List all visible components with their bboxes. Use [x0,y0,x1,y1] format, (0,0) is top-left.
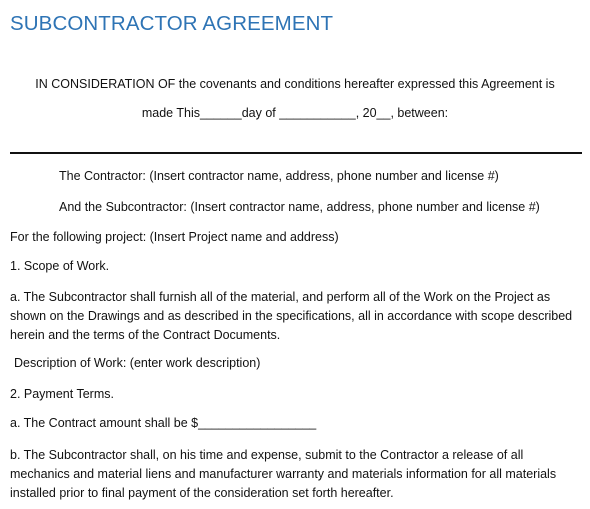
section-2b-paragraph: b. The Subcontractor shall, on his time and expense, submit to the Contractor a release of all mechanics and material liens and manufacturer warranty and materials information for all materials installed prior to final payment of the consideration set forth hereafter. [10,448,557,500]
document-title: SUBCONTRACTOR AGREEMENT [10,12,334,35]
horizontal-rule [10,152,582,154]
contractor-line: The Contractor: (Insert contractor name, address, phone number and license #) [59,169,499,183]
section-2a-line: a. The Contract amount shall be $_________________ [10,416,317,430]
subcontractor-line: And the Subcontractor: (Insert contractor name, address, phone number and license #) [59,200,540,214]
project-line: For the following project: (Insert Project name and address) [10,230,339,244]
intro-line-2: made This______day of ___________, 20__, between: [141,106,449,120]
description-line: Description of Work: (enter work description) [14,356,261,370]
section-2-heading: 2. Payment Terms. [10,387,114,401]
section-1a-paragraph: a. The Subcontractor shall furnish all of the material, and perform all of the Work on the Project as shown on the Drawings and as described in the specifications, all in accordance with scope described herein and the terms of the Contract Documents. [10,290,573,342]
section-1-heading: 1. Scope of Work. [10,259,110,273]
intro-line-1: IN CONSIDERATION OF the covenants and conditions hereafter expressed this Agreement is [35,77,555,91]
